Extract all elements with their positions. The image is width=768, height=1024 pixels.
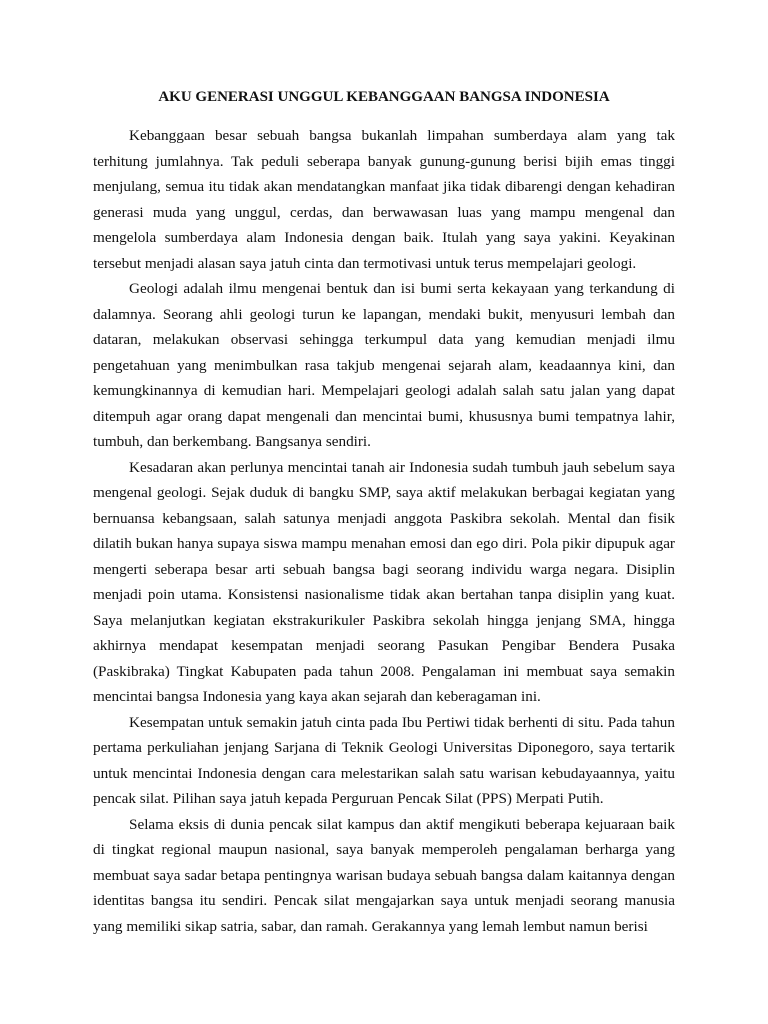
document-title: AKU GENERASI UNGGUL KEBANGGAAN BANGSA INDONESIA: [158, 89, 610, 105]
paragraph-1: Kebanggaan besar sebuah bangsa bukanlah limpahan sumberdaya alam yang tak terhitung jumlahnya. Tak peduli seberapa banyak gunung-gunung berisi bijih emas tinggi menjulang, semua itu tidak akan mendatangkan manfaat jika tidak dibarengi dengan kehadiran generasi muda yang unggul, cerdas, dan berwawasan luas yang mampu mengenal dan mengelola sumberdaya alam Indonesia dengan baik. Itulah yang saya yakini. Keyakinan tersebut menjadi alasan saya jatuh cinta dan termotivasi untuk terus mempelajari geologi.: [93, 127, 675, 272]
paragraph-5: Selama eksis di dunia pencak silat kampus dan aktif mengikuti beberapa kejuaraan baik di tingkat regional maupun nasional, saya banyak memperoleh pengalaman berharga yang membuat saya sadar betapa pentingnya warisan budaya sebuah bangsa dalam kaitannya dengan identitas bangsa itu sendiri. Pencak silat mengajarkan saya untuk menjadi seorang manusia yang memiliki sikap satria, sabar, dan ramah. Gerakannya yang lemah lembut namun berisi: [93, 815, 675, 935]
paragraph-3: Kesadaran akan perlunya mencintai tanah air Indonesia sudah tumbuh jauh sebelum saya mengenal geologi. Sejak duduk di bangku SMP, saya aktif melakukan berbagai kegiatan yang bernuansa kebangsaan, salah satunya menjadi anggota Paskibra sekolah. Mental dan fisik dilatih bukan hanya supaya siswa mampu menahan emosi dan ego diri. Pola pikir dipupuk agar mengerti seberapa besar arti sebuah bangsa bagi seorang individu warga negara. Disiplin menjadi poin utama. Konsistensi nasionalisme tidak akan bertahan tanpa disiplin yang kuat. Saya melanjutkan kegiatan ekstrakurikuler Paskibra sekolah hingga jenjang SMA, hingga akhirnya mendapat kesempatan menjadi seorang Pasukan Pengibar Bendera Pusaka (Paskibraka) Tingkat Kabupaten pada tahun 2008. Pengalaman ini membuat saya semakin mencintai bangsa Indonesia yang kaya akan sejarah dan keberagaman ini.: [93, 458, 675, 705]
paragraph-2: Geologi adalah ilmu mengenai bentuk dan isi bumi serta kekayaan yang terkandung di dalamnya. Seorang ahli geologi turun ke lapangan, mendaki bukit, menyusuri lembah dan dataran, melakukan observasi sehingga terkumpul data yang kemudian menjadi ilmu pengetahuan yang menimbulkan rasa takjub mengenai sejarah alam, keadaannya kini, dan kemungkinannya di kemudian hari. Mempelajari geologi adalah salah satu jalan yang dapat ditempuh agar orang dapat mengenali dan mencintai bumi, khususnya bumi tempatnya lahir, tumbuh, dan berkembang. Bangsanya sendiri.: [93, 280, 675, 450]
document-page: [93, 78, 675, 939]
paragraph-4: Kesempatan untuk semakin jatuh cinta pada Ibu Pertiwi tidak berhenti di situ. Pada tahun pertama perkuliahan jenjang Sarjana di Teknik Geologi Universitas Diponegoro, saya tertarik untuk mencintai Indonesia dengan cara melestarikan salah satu warisan kebudayaannya, yaitu pencak silat. Pilihan saya jatuh kepada Perguruan Pencak Silat (PPS) Merpati Putih.: [93, 713, 675, 807]
